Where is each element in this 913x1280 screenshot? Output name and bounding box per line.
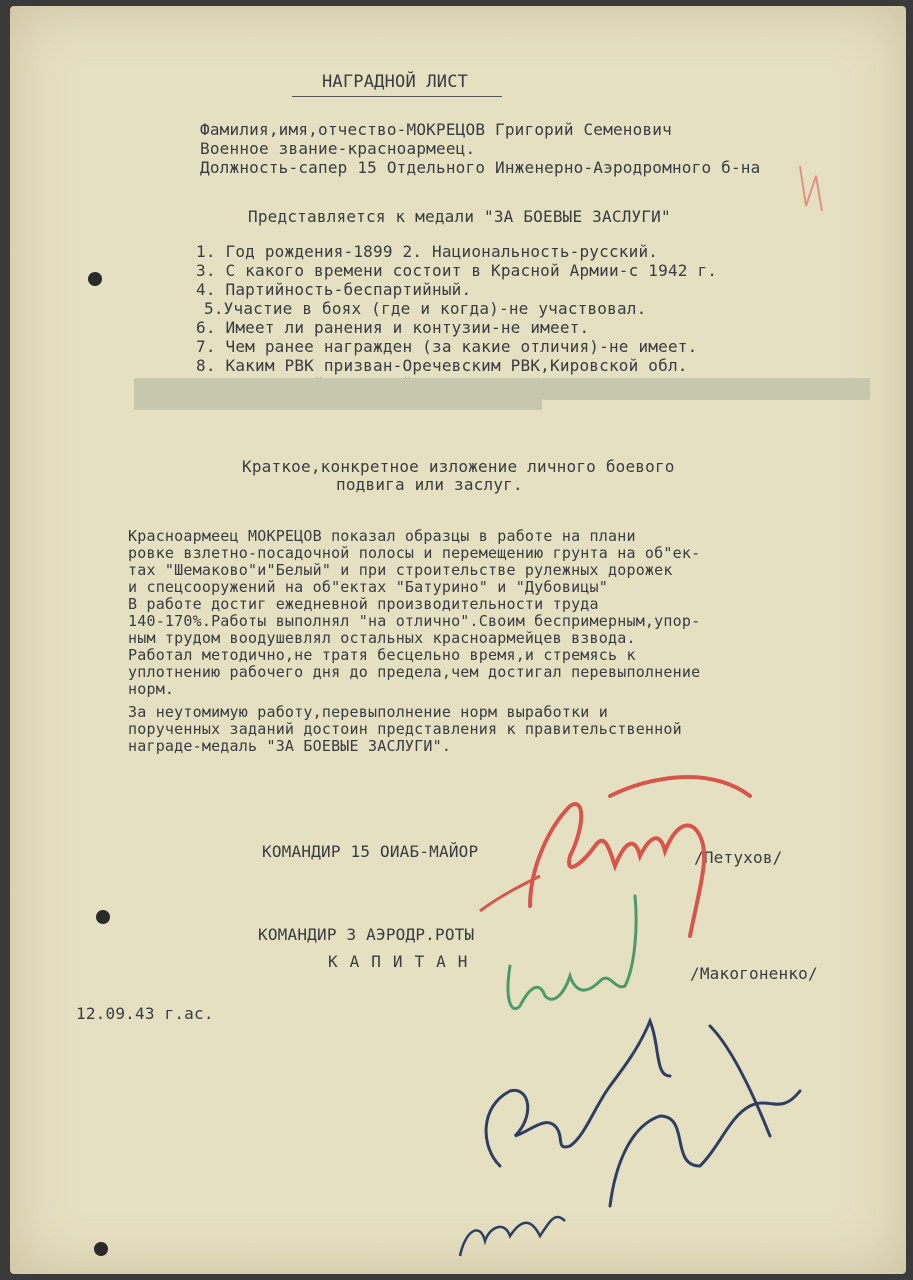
signature2-name: /Макогоненко/	[690, 964, 818, 983]
text-line: норм.	[128, 680, 175, 698]
position-line: Должность-сапер 15 Отдельного Инженерно-Аэродромного б-на	[200, 158, 761, 177]
text-line: ным трудом воодушевлял остальных красноармейцев взвода.	[128, 629, 636, 647]
list-item: 4. Партийность-беспартийный.	[196, 280, 472, 299]
red-signature	[530, 777, 750, 936]
handwriting-overlay	[10, 6, 906, 1274]
text-line: уплотнению рабочего дня до предела,чем достигал перевыполнение	[128, 663, 701, 681]
text-line: Красноармеец МОКРЕЦОВ показал образцы в работе на плани	[128, 527, 636, 545]
full-name-line: Фамилия,имя,отчество-МОКРЕЦОВ Григорий Семенович	[200, 120, 672, 139]
text-line: тах "Шемаково"и"Белый" и при строительстве рулежных дорожек	[128, 561, 673, 579]
list-item: 6. Имеет ли ранения и контузии-не имеет.	[196, 318, 590, 337]
green-signature	[508, 896, 636, 1009]
document-title: НАГРАДНОЙ ЛИСТ	[322, 72, 469, 92]
text-line: и спецсооружений на об"ектах "Батурино" и "Дубовицы"	[128, 578, 608, 596]
document-sheet	[10, 6, 906, 1274]
red-pencil-mark	[800, 166, 822, 211]
list-item: 8. Каким РВК призван-Оречевским РВК,Кировской обл.	[196, 356, 688, 375]
text-line: 140-170%.Работы выполнял "на отлично".Своим беспримерным,упор-	[128, 612, 701, 630]
blue-handwriting-mark	[486, 1021, 800, 1206]
list-item: 7. Чем ранее награжден (за какие отличия)-не имеет.	[196, 337, 698, 356]
list-item: 1. Год рождения-1899 2. Национальность-русский.	[196, 242, 659, 261]
rank-line: Военное звание-красноармеец.	[200, 139, 476, 158]
list-item: 5.Участие в боях (где и когда)-не участвовал.	[204, 299, 647, 318]
summary-heading: Краткое,конкретное изложение личного боевого	[242, 457, 675, 476]
text-line: ровке взлетно-посадочной полосы и перемещению грунта на об"ек-	[128, 544, 701, 562]
text-line: Работал методично,не тратя бесцельно время,и стремясь к	[128, 646, 636, 664]
medal-line: Представляется к медали "ЗА БОЕВЫЕ ЗАСЛУГИ"	[248, 207, 671, 226]
text-line: порученных заданий достоин представления к правительственной	[128, 720, 682, 738]
text-line: награде-медаль "ЗА БОЕВЫЕ ЗАСЛУГИ".	[128, 737, 452, 755]
signature1-name: /Петухов/	[694, 848, 783, 867]
text-line: За неутомимую работу,перевыполнение норм выработки и	[128, 703, 608, 721]
signature2-title: КОМАНДИР 3 АЭРОДР.РОТЫ	[258, 925, 475, 944]
list-item: 3. С какого времени состоит в Красной Армии-с 1942 г.	[196, 261, 718, 280]
signature1-title: КОМАНДИР 15 ОИАБ-МАЙОР	[262, 842, 479, 861]
summary-heading-2: подвига или заслуг.	[336, 475, 523, 494]
signature2-rank: КАПИТАН	[328, 952, 480, 971]
text-line: В работе достиг ежедневной производительности труда	[128, 595, 599, 613]
document-date: 12.09.43 г.ас.	[76, 1004, 214, 1023]
